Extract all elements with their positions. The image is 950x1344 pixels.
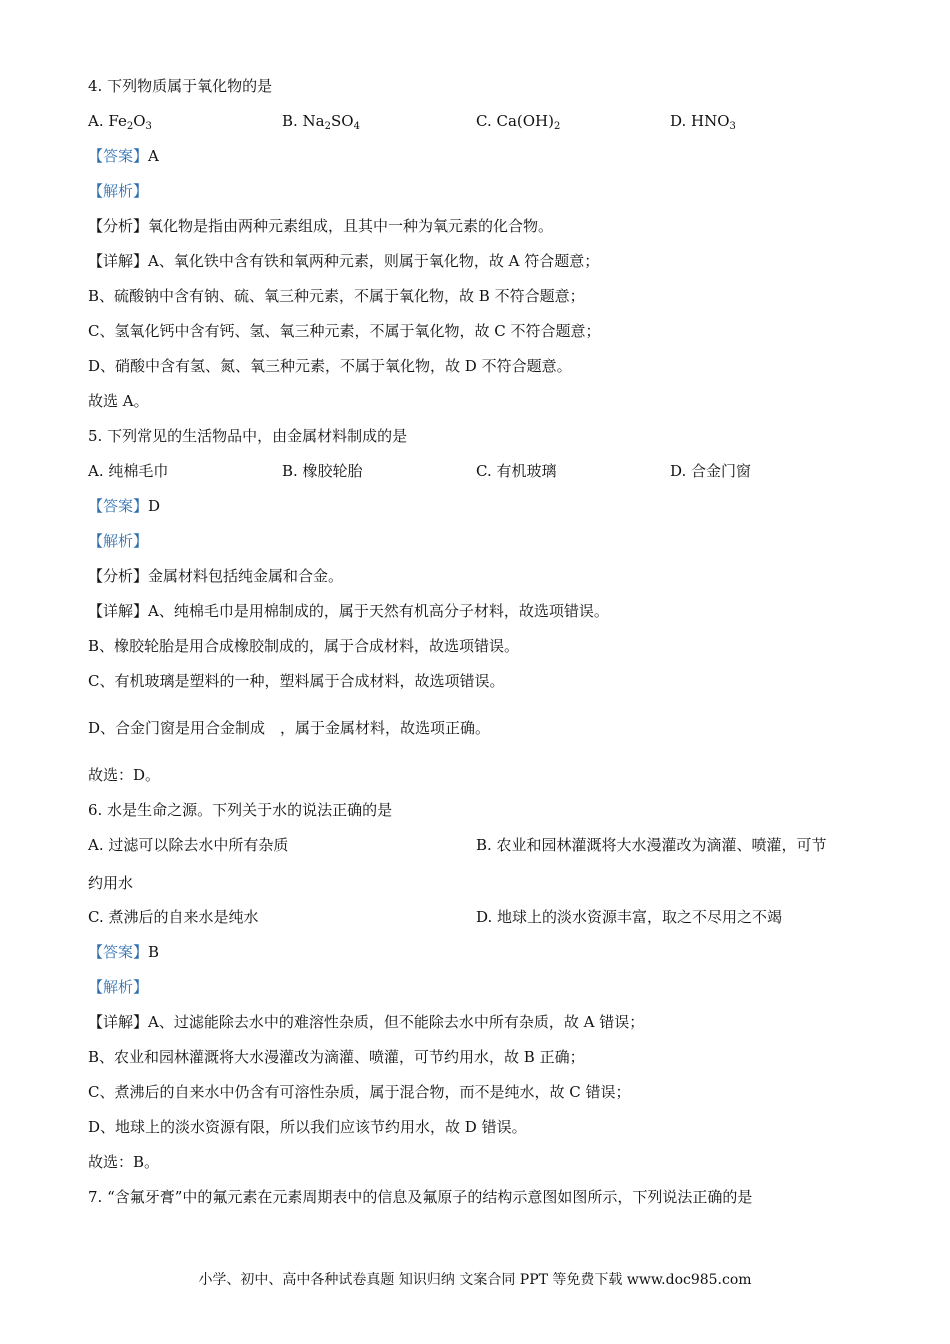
q6-choose: 故选：B。 [88,1153,160,1171]
q5-answer: 【答案】D [88,497,161,515]
q5-line-b: B、橡胶轮胎是用合成橡胶制成的，属于合成材料，故选项错误。 [88,637,520,655]
q7-stem: 7. “含氟牙膏”中的氟元素在元素周期表中的信息及氟原子的结构示意图如图所示，下列说法正确的是 [88,1188,753,1206]
page-footer: 小学、初中、高中各种试卷真题 知识归纳 文案合同 PPT 等免费下载 www.doc985.com [198,1272,752,1288]
q4-option-a: A. $Fe_2O_3$ [88,112,152,132]
q5-choose: 故选：D。 [88,766,161,784]
q4-choose: 故选 A。 [88,392,149,410]
q6-option-c: C. 煮沸后的自来水是纯水 [88,908,259,926]
q4-answer: 【答案】A [88,147,159,165]
q5-analysis-tag: 【解析】 [88,532,149,550]
q5-option-a: A. 纯棉毛巾 [88,462,169,480]
q4-option-c: C. $Ca(OH)_2$ [476,112,561,132]
q4-option-b: B. $Na_2SO_4$ [282,112,360,132]
q4-line-c: C、氢氧化钙中含有钙、氢、氧三种元素，不属于氧化物，故 C 不符合题意； [88,322,601,340]
q4-line-d: D、硝酸中含有氢、氮、氧三种元素，不属于氧化物，故 D 不符合题意。 [88,357,572,375]
q4-stem: 4. 下列物质属于氧化物的是 [88,77,273,95]
q4-analysis-tag: 【解析】 [88,182,149,200]
q6-analysis-tag: 【解析】 [88,978,149,996]
q5-fenxi: 【分析】金属材料包括纯金属和合金。 [88,567,344,585]
q5-option-b: B. 橡胶轮胎 [282,462,363,480]
q6-line-c: C、煮沸后的自来水中仍含有可溶性杂质，属于混合物，而不是纯水，故 C 错误； [88,1083,631,1101]
q4-option-d: D. $HNO_3$ [670,112,736,132]
q5-xiangjie: 【详解】A、纯棉毛巾是用棉制成的，属于天然有机高分子材料，故选项错误。 [88,602,609,620]
q4-line-b: B、硫酸钠中含有钠、硫、氧三种元素，不属于氧化物，故 B 不符合题意； [88,287,585,305]
q5-option-d: D. 合金门窗 [670,462,752,480]
q6-line-b: B、农业和园林灌溉将大水漫灌改为滴灌、喷灌，可节约用水，故 B 正确； [88,1048,585,1066]
q4-xiangjie: 【详解】A、氧化铁中含有铁和氧两种元素，则属于氧化物，故 A 符合题意； [88,252,600,270]
q5-line-d: D、合金门窗是用合金制成 ，属于金属材料，故选项正确。 [88,719,491,737]
q4-fenxi: 【分析】氧化物是指由两种元素组成，且其中一种为氧元素的化合物。 [88,217,554,235]
q5-stem: 5. 下列常见的生活物品中，由金属材料制成的是 [88,427,408,445]
q6-line-d: D、地球上的淡水资源有限，所以我们应该节约用水，故 D 错误。 [88,1118,527,1136]
q6-answer: 【答案】B [88,943,160,961]
q6-option-b-continued: 约用水 [88,874,134,892]
q5-line-c: C、有机玻璃是塑料的一种，塑料属于合成材料，故选项错误。 [88,672,505,690]
q5-option-c: C. 有机玻璃 [476,462,557,480]
q6-option-a: A. 过滤可以除去水中所有杂质 [88,836,289,854]
q6-xiangjie: 【详解】A、过滤能除去水中的难溶性杂质，但不能除去水中所有杂质，故 A 错误； [88,1013,645,1031]
q6-option-d: D. 地球上的淡水资源丰富，取之不尽用之不竭 [476,908,783,926]
q6-stem: 6. 水是生命之源。下列关于水的说法正确的是 [88,801,393,819]
q6-option-b: B. 农业和园林灌溉将大水漫灌改为滴灌、喷灌，可节 [476,836,827,854]
